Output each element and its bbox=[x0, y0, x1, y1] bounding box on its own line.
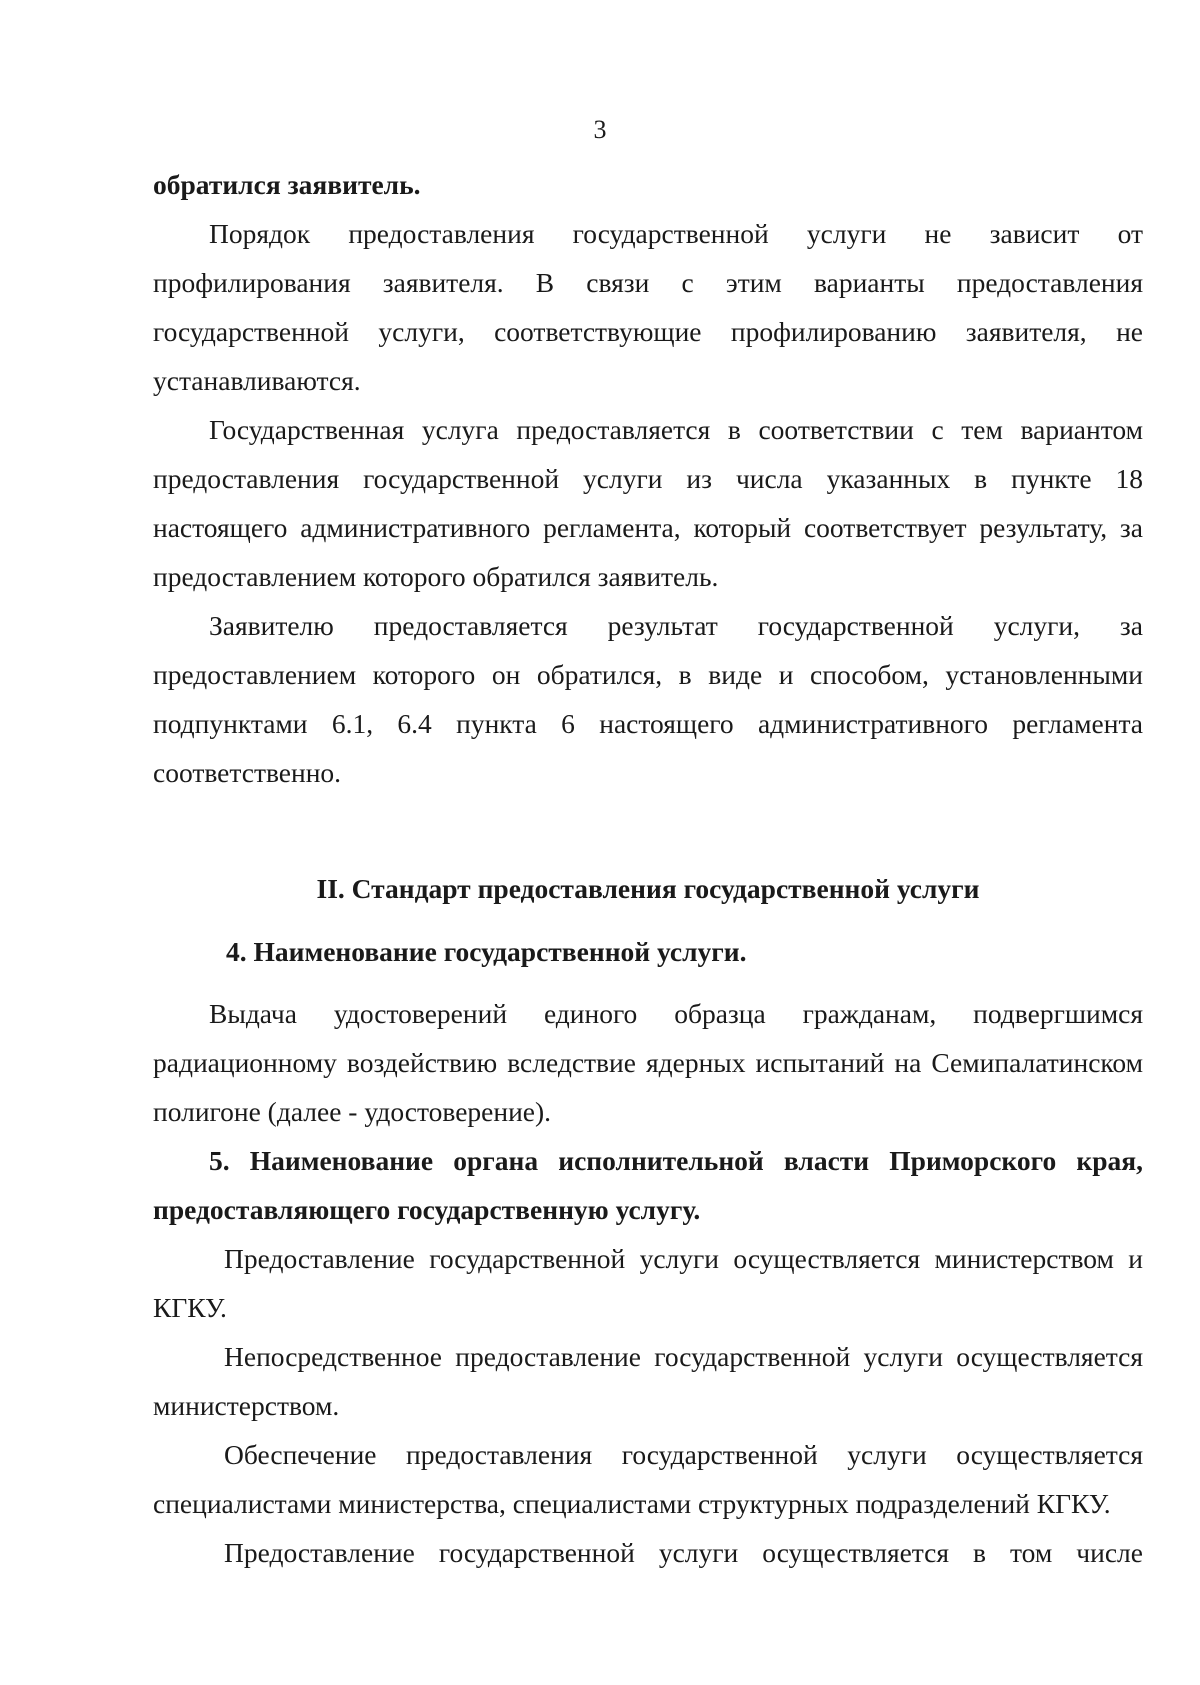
document-body bbox=[153, 160, 1143, 1577]
paragraph-continuation: обратился заявитель. bbox=[153, 169, 421, 200]
page-number: 3 bbox=[593, 115, 607, 144]
paragraph-direct-provision: Непосредственное предоставление государственной услуги осуществляется министерством. bbox=[153, 1341, 1143, 1421]
paragraph-provision-support: Обеспечение предоставления государственной услуги осуществляется специалистами министерства, специалистами структурных подразделений КГКУ. bbox=[153, 1439, 1143, 1519]
paragraph-provision-continued: Предоставление государственной услуги осуществляется в том числе bbox=[224, 1537, 1143, 1568]
subsection-4-title: 4. Наименование государственной услуги. bbox=[226, 936, 747, 967]
paragraph-result-provision: Заявителю предоставляется результат государственной услуги, за предоставлением которого он обратился, в виде и способом, установленными подпунктами 6.1, 6.4 пункта 6 настоящего административного регламента соответственно. bbox=[153, 610, 1143, 788]
paragraph-service-variant: Государственная услуга предоставляется в соответствии с тем вариантом предоставления государственной услуги из числа указанных в пункте 18 настоящего административного регламента, который соответствует результату, за предоставлением которого обратился заявитель. bbox=[153, 414, 1143, 592]
paragraph-profiling: Порядок предоставления государственной услуги не зависит от профилирования заявителя. В связи с этим варианты предоставления государственной услуги, соответствующие профилированию заявителя, не устанавливаются. bbox=[153, 218, 1143, 396]
paragraph-provider: Предоставление государственной услуги осуществляется министерством и КГКУ. bbox=[153, 1243, 1143, 1323]
subsection-5-title: 5. Наименование органа исполнительной власти Приморского края, предоставляющего государственную услугу. bbox=[153, 1145, 1143, 1225]
paragraph-service-name: Выдача удостоверений единого образца гражданам, подвергшимся радиационному воздействию вследствие ядерных испытаний на Семипалатинском полигоне (далее - удостоверение). bbox=[153, 998, 1143, 1127]
section-title: II. Стандарт предоставления государственной услуги bbox=[316, 873, 980, 904]
